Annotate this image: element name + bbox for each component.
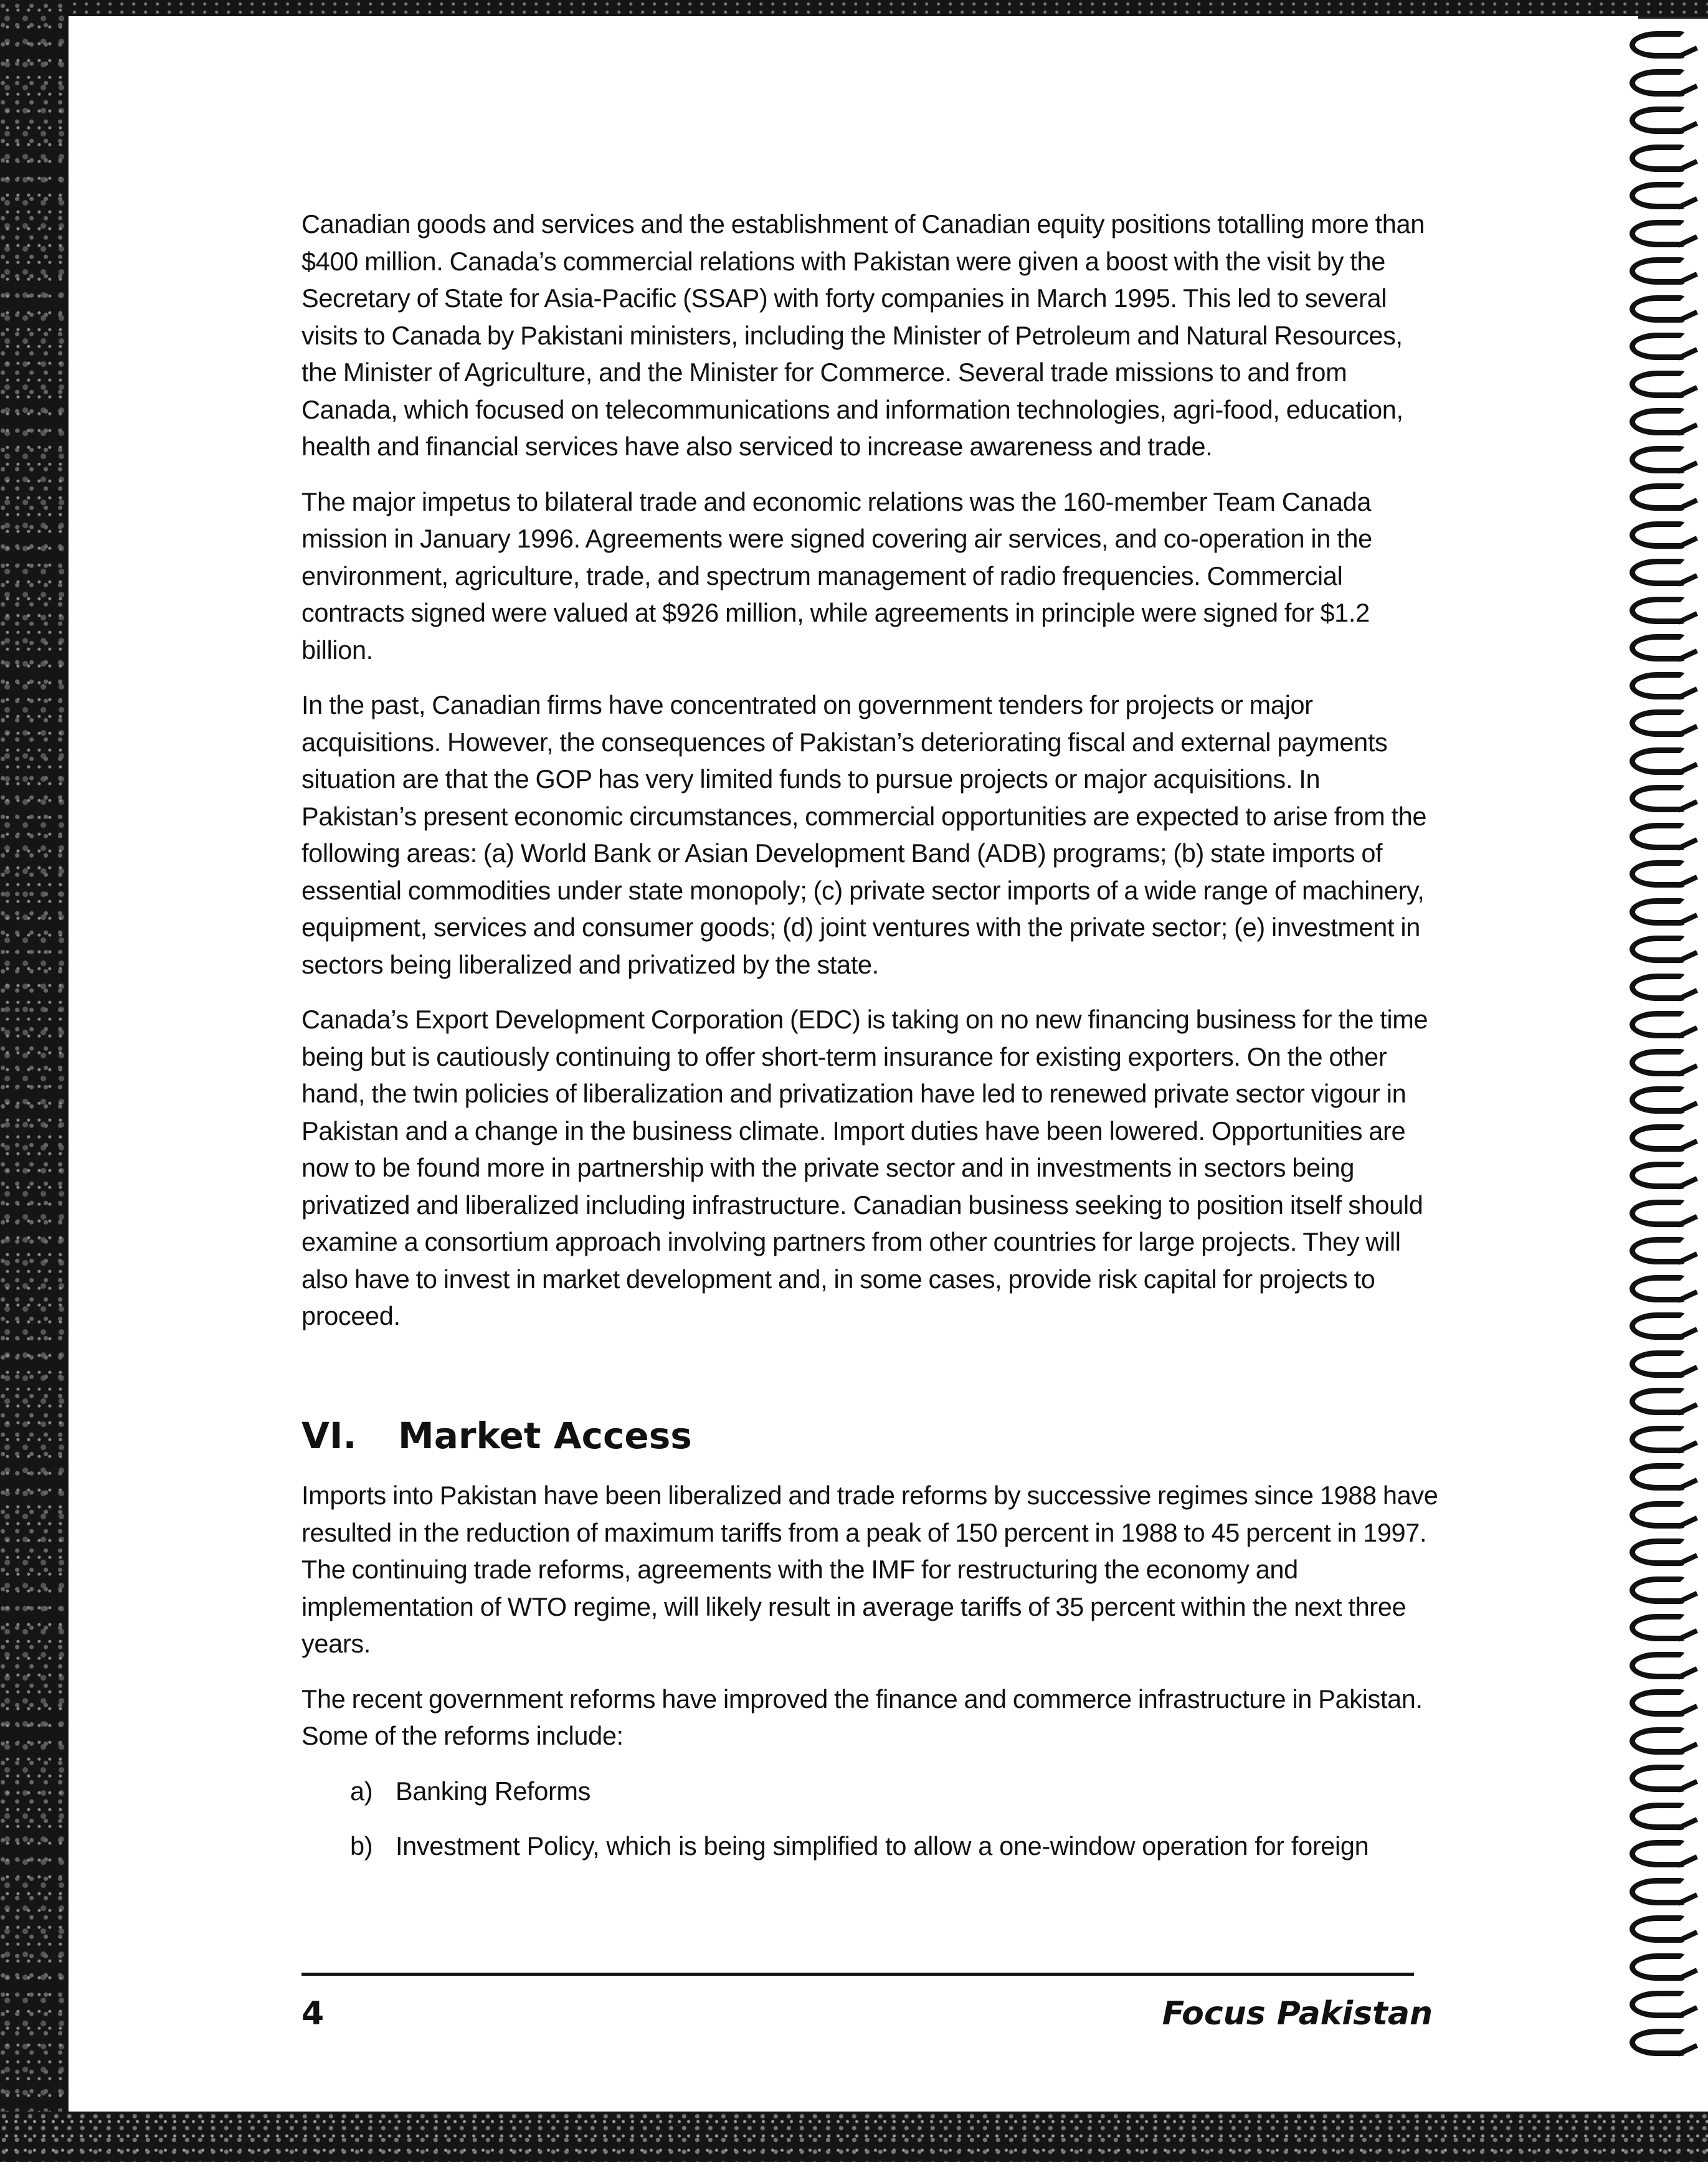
- section-paragraph-1: Imports into Pakistan have been liberalized and trade reforms by successive regimes since 1988 have resulted in the reduction of maximum tariffs from a peak of 150 percent in 1988 to 45 percent in 1997. The continuing trade reforms, agreements with the IMF for restructuring the economy and implementation of WTO regime, will likely result in average tariffs of 35 percent within the next three years.: [301, 1481, 1438, 1658]
- list-item-text: Banking Reforms: [396, 1776, 591, 1806]
- page-number: 4: [301, 1995, 325, 2032]
- section-title: Market Access: [398, 1415, 692, 1457]
- body-text: [301, 206, 1441, 1353]
- scan-border-bottom: [0, 2112, 1708, 2162]
- scan-border-top: [0, 0, 1708, 16]
- publication-title: Focus Pakistan: [1162, 1995, 1433, 2032]
- section-body: [301, 1477, 1441, 1883]
- list-item-text: Investment Policy, which is being simplified to allow a one-window operation for foreign: [396, 1831, 1369, 1861]
- paragraph-3: In the past, Canadian firms have concentrated on government tenders for projects or major acquisitions. However, the consequences of Pakistan’s deteriorating fiscal and external payments situation are that the GOP has very limited funds to pursue projects or major acquisitions. In Pakistan’s present economic circumstances, commercial opportunities are expected to arise from the following areas: (a) World Bank or Asian Development Band (ADB) programs; (b) state imports of essential commodities under state monopoly; (c) private sector imports of a wide range of machinery, equipment, services and consumer goods; (d) joint ventures with the private sector; (e) investment in sectors being liberalized and privatized by the state.: [301, 690, 1427, 979]
- section-paragraph-2: The recent government reforms have improved the finance and commerce infrastructure in Pakistan. Some of the reforms include:: [301, 1684, 1423, 1750]
- section-number: VI.: [301, 1415, 357, 1457]
- spiral-binding: [1626, 19, 1708, 2112]
- paragraph-2: The major impetus to bilateral trade and economic relations was the 160-member Team Canada mission in January 1996. Agreements were signed covering air services, and co-operation in the environment, agriculture, trade, and spectrum management of radio frequencies. Commercial contracts signed were valued at $926 million, while agreements in principle were signed for $1.2 billion.: [301, 486, 1372, 665]
- list-marker: a): [350, 1776, 373, 1806]
- footer-rule: [301, 1973, 1414, 1976]
- paragraph-1: Canadian goods and services and the establishment of Canadian equity positions totalling more than $400 million. Canada’s commercial relations with Pakistan were given a boost with the visit by the Secretary of State for Asia-Pacific (SSAP) with forty companies in March 1995. This led to several visits to Canada by Pakistani ministers, including the Minister of Petroleum and Natural Resources, the Minister of Agriculture, and the Minister for Commerce. Several trade missions to and from Canada, which focused on telecommunications and information technologies, agri-food, education, health and financial services have also serviced to increase awareness and trade.: [301, 209, 1425, 461]
- paragraph-4: Canada’s Export Development Corporation (EDC) is taking on no new financing business for the time being but is cautiously continuing to offer short-term insurance for existing exporters. On the other hand, the twin policies of liberalization and privatization have led to renewed private sector vigour in Pakistan and a change in the business climate. Import duties have been lowered. Opportunities are now to be found more in partnership with the private sector and in investments in sectors being privatized and liberalized including infrastructure. Canadian business seeking to position itself should examine a consortium approach involving partners from other countries for large projects. They will also have to invest in market development and, in some cases, provide risk capital for projects to proceed.: [301, 1005, 1428, 1330]
- section-heading: [301, 1411, 692, 1461]
- list-item: [301, 1828, 1441, 1865]
- list-item: [301, 1773, 1441, 1810]
- list-marker: b): [350, 1831, 373, 1861]
- scan-border-left: [0, 0, 69, 2162]
